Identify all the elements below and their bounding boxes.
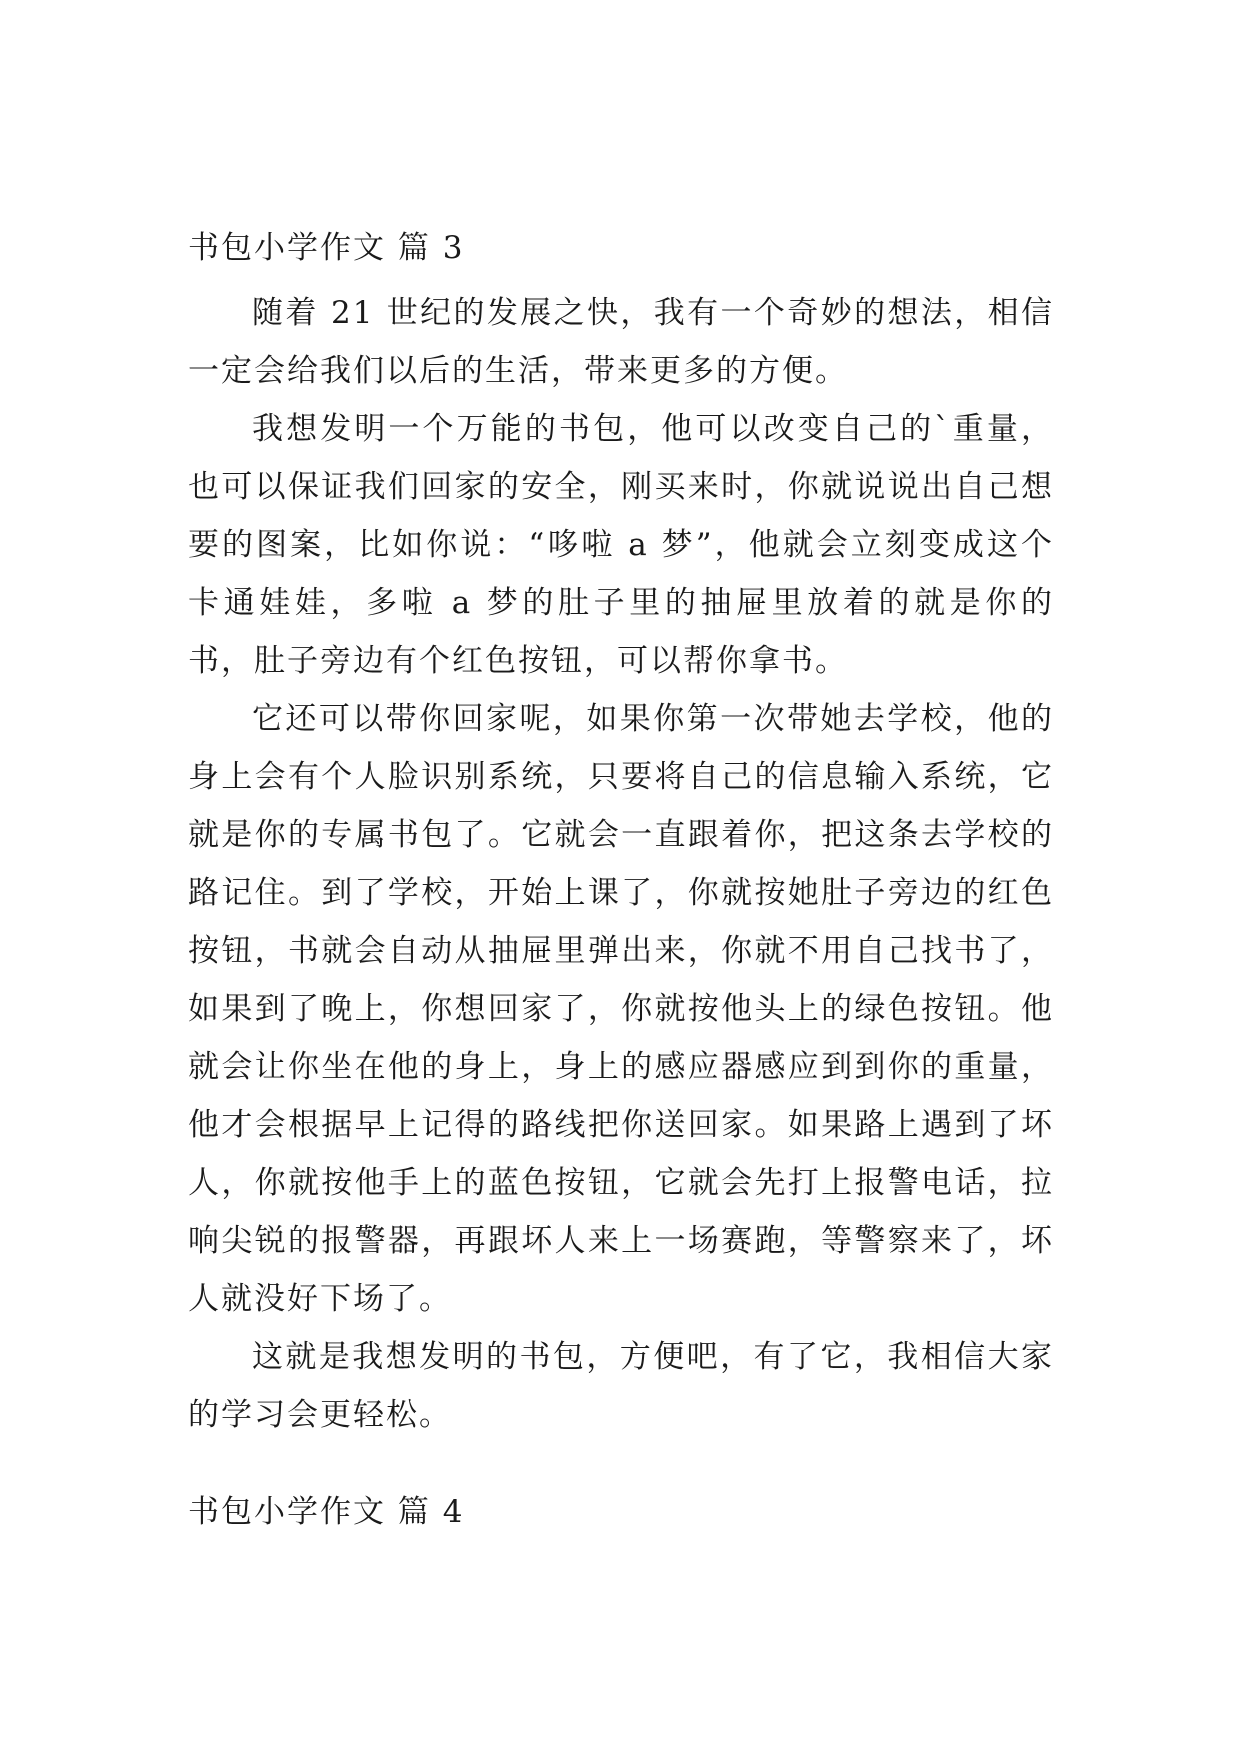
essay-paragraph: 它还可以带你回家呢，如果你第一次带她去学校，他的身上会有个人脸识别系统，只要将自己的信息输入系统，它就是你的专属书包了。它就会一直跟着你，把这条去学校的路记住。到了学校，开始上课了，你就按她肚子旁边的红色按钮，书就会自动从抽屉里弹出来，你就不用自己找书了，如果到了晚上，你想回家了，你就按他头上的绿色按钮。他就会让你坐在他的身上，身上的感应器感应到到你的重量，他才会根据早上记得的路线把你送回家。如果路上遇到了坏人，你就按他手上的蓝色按钮，它就会先打上报警电话，拉响尖锐的报警器，再跟坏人来上一场赛跑，等警察来了，坏人就没好下场了。 bbox=[188, 701, 1054, 1317]
section-heading: 书包小学作文 篇 3 bbox=[188, 230, 465, 266]
essay-paragraph: 我想发明一个万能的书包，他可以改变自己的`重量，也可以保证我们回家的安全，刚买来时，你就说说出自己想要的图案，比如你说：“哆啦 a 梦”，他就会立刻变成这个卡通娃娃，多啦 a 梦的肚子里的抽屉里放着的就是你的书，肚子旁边有个红色按钮，可以帮你拿书。 bbox=[188, 411, 1054, 679]
essay-body bbox=[188, 284, 1054, 1444]
section-heading: 书包小学作文 篇 4 bbox=[188, 1494, 465, 1530]
essay-paragraph: 这就是我想发明的书包，方便吧，有了它，我相信大家的学习会更轻松。 bbox=[188, 1339, 1054, 1433]
essay-paragraph: 随着 21 世纪的发展之快，我有一个奇妙的想法，相信一定会给我们以后的生活，带来更多的方便。 bbox=[188, 295, 1054, 389]
